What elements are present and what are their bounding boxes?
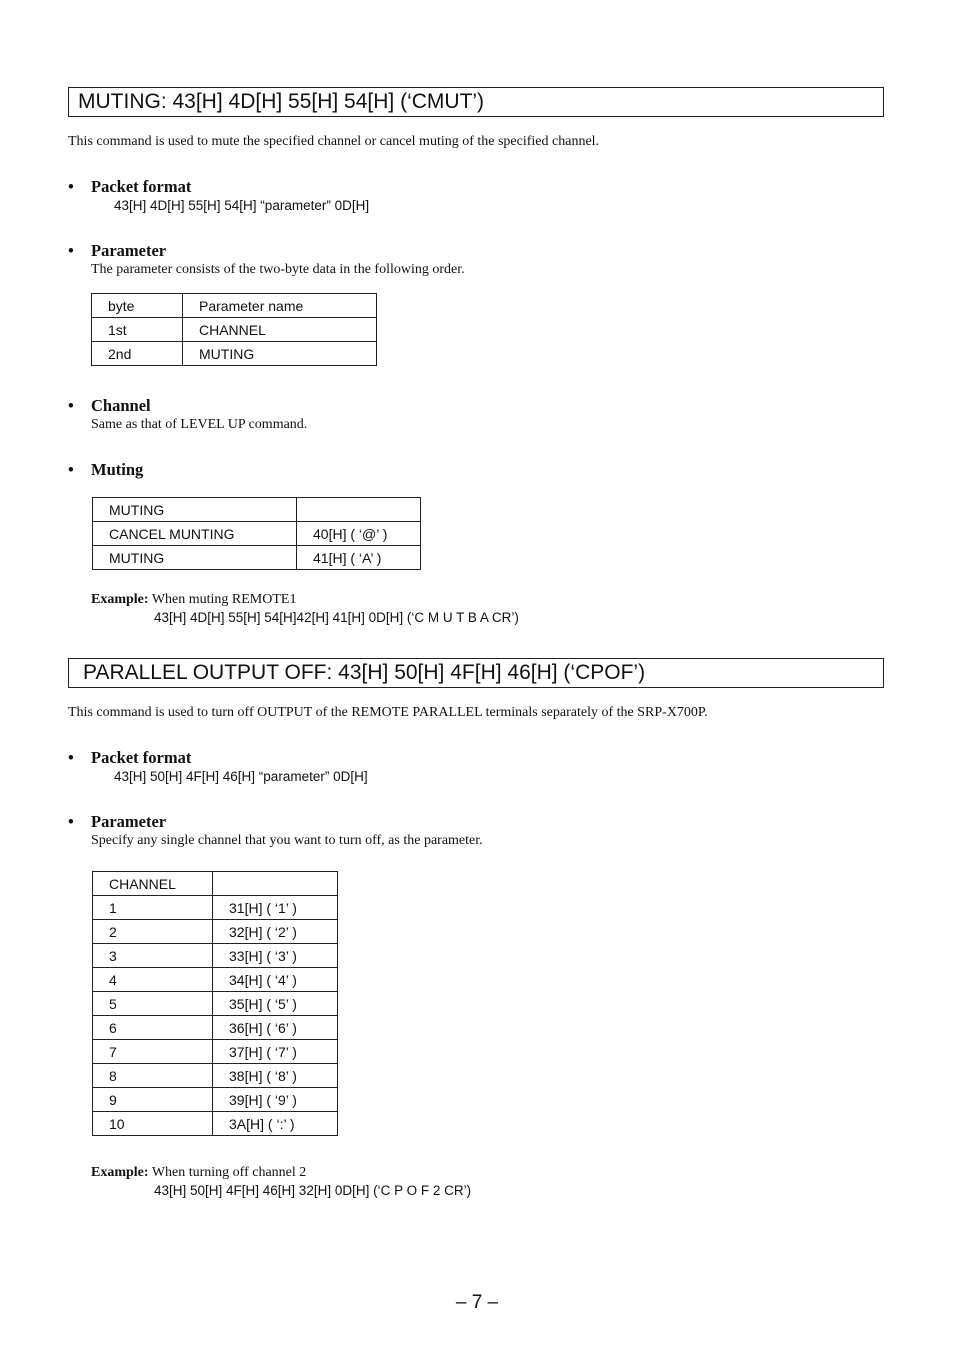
table-row: [93, 872, 338, 896]
table-cell: CANCEL MUNTING: [93, 522, 297, 546]
table-row: [93, 944, 338, 968]
bullet-icon: •: [68, 241, 74, 260]
table-cell: CHANNEL: [93, 872, 213, 896]
table-cell: 3A[H] ( ‘:’ ): [213, 1112, 338, 1136]
table-cell: 3: [93, 944, 213, 968]
parameter-heading: • Parameter: [68, 812, 167, 831]
parameter-description: The parameter consists of the two-byte data in the following order.: [91, 262, 465, 277]
table-row: [93, 1112, 338, 1136]
table-row: [93, 920, 338, 944]
page-number: – 7 –: [455, 1292, 499, 1313]
table-cell: 35[H] ( ‘5’ ): [213, 992, 338, 1016]
parameter-heading: • Parameter: [68, 241, 167, 260]
section-title-parallel-output-off: [68, 658, 884, 688]
muting-heading: • Muting: [68, 460, 144, 479]
muting-description: This command is used to mute the specified channel or cancel muting of the specified channel.: [68, 134, 600, 149]
table-cell: 31[H] ( ‘1’ ): [213, 896, 338, 920]
table-cell: MUTING: [93, 546, 297, 570]
parameter-table: [91, 293, 377, 366]
table-cell: 39[H] ( ‘9’ ): [213, 1088, 338, 1112]
table-cell: Parameter name: [183, 294, 377, 318]
parameter-description: Specify any single channel that you want to turn off, as the parameter.: [91, 833, 483, 848]
muting-table: [92, 497, 421, 570]
table-row: [93, 968, 338, 992]
table-row: [93, 1064, 338, 1088]
bullet-icon: •: [68, 460, 74, 479]
channel-heading: • Channel: [68, 396, 151, 415]
table-cell: 32[H] ( ‘2’ ): [213, 920, 338, 944]
parallel-output-example-code: 43[H] 50[H] 4F[H] 46[H] 32[H] 0D[H] (‘C P O F 2 CR’): [154, 1183, 472, 1198]
table-cell: [213, 872, 338, 896]
table-cell: 5: [93, 992, 213, 1016]
packet-format-heading: • Packet format: [68, 177, 192, 196]
table-row: [93, 546, 421, 570]
table-cell: 9: [93, 1088, 213, 1112]
table-row: [93, 1088, 338, 1112]
channel-description: Same as that of LEVEL UP command.: [91, 417, 308, 432]
example-text: When turning off channel 2: [151, 1165, 307, 1180]
parallel-output-description: This command is used to turn off OUTPUT of the REMOTE PARALLEL terminals separately of the SRP-X700P.: [68, 705, 708, 720]
table-cell: 41[H] ( ‘A’ ): [297, 546, 421, 570]
table-cell: 4: [93, 968, 213, 992]
example-label: Example:: [91, 1165, 149, 1180]
bullet-icon: •: [68, 177, 74, 196]
bullet-icon: •: [68, 812, 74, 831]
table-row: [93, 1040, 338, 1064]
table-row: [92, 342, 377, 366]
parallel-output-example: [91, 1165, 306, 1181]
packet-format-value: 43[H] 50[H] 4F[H] 46[H] “parameter” 0D[H]: [114, 769, 368, 784]
channel-table: [92, 871, 338, 1136]
table-cell: MUTING: [93, 498, 297, 522]
table-cell: [297, 498, 421, 522]
section-title-muting: [68, 87, 884, 117]
table-cell: 7: [93, 1040, 213, 1064]
table-cell: byte: [92, 294, 183, 318]
table-cell: 34[H] ( ‘4’ ): [213, 968, 338, 992]
section-title-text: MUTING: 43[H] 4D[H] 55[H] 54[H] (‘CMUT’): [78, 90, 485, 113]
bullet-icon: •: [68, 748, 74, 767]
bullet-icon: •: [68, 396, 74, 415]
muting-example: [91, 592, 296, 608]
table-cell: 37[H] ( ‘7’ ): [213, 1040, 338, 1064]
table-cell: 2: [93, 920, 213, 944]
table-row: [93, 498, 421, 522]
table-cell: 33[H] ( ‘3’ ): [213, 944, 338, 968]
example-text: When muting REMOTE1: [151, 592, 297, 607]
table-cell: 36[H] ( ‘6’ ): [213, 1016, 338, 1040]
table-cell: 1st: [92, 318, 183, 342]
table-row: [93, 1016, 338, 1040]
table-cell: 38[H] ( ‘8’ ): [213, 1064, 338, 1088]
example-label: Example:: [91, 592, 149, 607]
table-cell: 2nd: [92, 342, 183, 366]
table-cell: 6: [93, 1016, 213, 1040]
table-cell: 1: [93, 896, 213, 920]
table-cell: 10: [93, 1112, 213, 1136]
table-cell: MUTING: [183, 342, 377, 366]
table-row: [93, 896, 338, 920]
table-cell: 40[H] ( ‘@’ ): [297, 522, 421, 546]
packet-format-heading: • Packet format: [68, 748, 192, 767]
table-cell: 8: [93, 1064, 213, 1088]
table-row: [93, 522, 421, 546]
muting-example-code: 43[H] 4D[H] 55[H] 54[H]42[H] 41[H] 0D[H] (‘C M U T B A CR’): [154, 610, 519, 625]
table-cell: CHANNEL: [183, 318, 377, 342]
table-row: [92, 318, 377, 342]
table-row: [92, 294, 377, 318]
packet-format-value: 43[H] 4D[H] 55[H] 54[H] “parameter” 0D[H]: [114, 198, 370, 213]
section-title-text: PARALLEL OUTPUT OFF: 43[H] 50[H] 4F[H] 46[H] (‘CPOF’): [83, 661, 646, 684]
table-row: [93, 992, 338, 1016]
